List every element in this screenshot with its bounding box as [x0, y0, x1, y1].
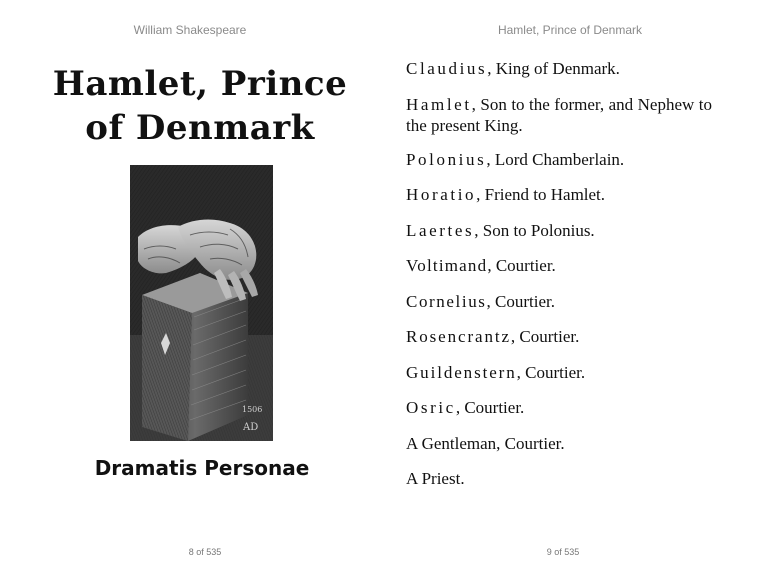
- cast-entry: [406, 149, 712, 170]
- engraving-date: 1506: [242, 405, 263, 414]
- character-name: Cornelius: [406, 291, 487, 311]
- cast-entry: [406, 433, 712, 454]
- character-name: Polonius: [406, 149, 487, 169]
- book-title-line-1: Hamlet, Prince: [52, 64, 348, 104]
- character-role: , Courtier.: [510, 327, 580, 346]
- character-role: , King of Denmark.: [487, 59, 620, 78]
- title-running-head: Hamlet, Prince of Denmark: [497, 23, 643, 37]
- book-title-line-2: of Denmark: [85, 108, 315, 148]
- cast-list: [406, 58, 712, 504]
- character-name: Rosencrantz: [406, 327, 511, 346]
- right-page[interactable]: [380, 0, 760, 570]
- character-role: , Son to the former, and Nephew to the present King.: [406, 94, 712, 135]
- character-role: , Courtier.: [496, 433, 565, 453]
- character-name: A Priest: [406, 469, 461, 488]
- cast-entry: [406, 58, 712, 79]
- character-role: , Lord Chamberlain.: [486, 149, 625, 169]
- character-name: Osric: [406, 398, 456, 417]
- character-role: , Courtier.: [487, 256, 556, 275]
- character-name: Guildenstern: [406, 362, 517, 382]
- cast-entry: [406, 362, 712, 383]
- cast-entry: [406, 397, 712, 418]
- engraving-illustration: [130, 165, 273, 441]
- right-page-number: 9 of 535: [546, 547, 580, 557]
- frontispiece-image: [130, 165, 273, 441]
- left-page-number: 8 of 535: [188, 547, 222, 557]
- author-running-head: William Shakespeare: [133, 23, 247, 37]
- cast-entry: [406, 220, 712, 241]
- dramatis-personae-heading: Dramatis Personae: [94, 456, 310, 480]
- cast-entry: [406, 326, 712, 347]
- character-name: Claudius: [406, 59, 488, 78]
- character-name: Hamlet: [406, 94, 472, 114]
- character-name: Voltimand: [406, 256, 488, 275]
- character-role: , Friend to Hamlet.: [476, 185, 606, 204]
- engraving-monogram: AD: [243, 422, 259, 433]
- cast-entry: [406, 184, 712, 205]
- character-name: Laertes: [406, 220, 475, 240]
- character-role: .: [460, 469, 465, 488]
- character-role: , Courtier.: [486, 291, 555, 311]
- character-role: , Courtier.: [455, 398, 525, 417]
- cast-entry: [406, 291, 712, 312]
- character-name: Horatio: [406, 185, 477, 204]
- cast-entry: [406, 468, 712, 489]
- book-title: [20, 62, 380, 150]
- cast-entry: [406, 255, 712, 276]
- character-role: , Courtier.: [516, 362, 586, 382]
- cast-entry: [406, 94, 712, 136]
- character-role: , Son to Polonius.: [474, 220, 595, 240]
- character-name: A Gentleman: [406, 433, 497, 453]
